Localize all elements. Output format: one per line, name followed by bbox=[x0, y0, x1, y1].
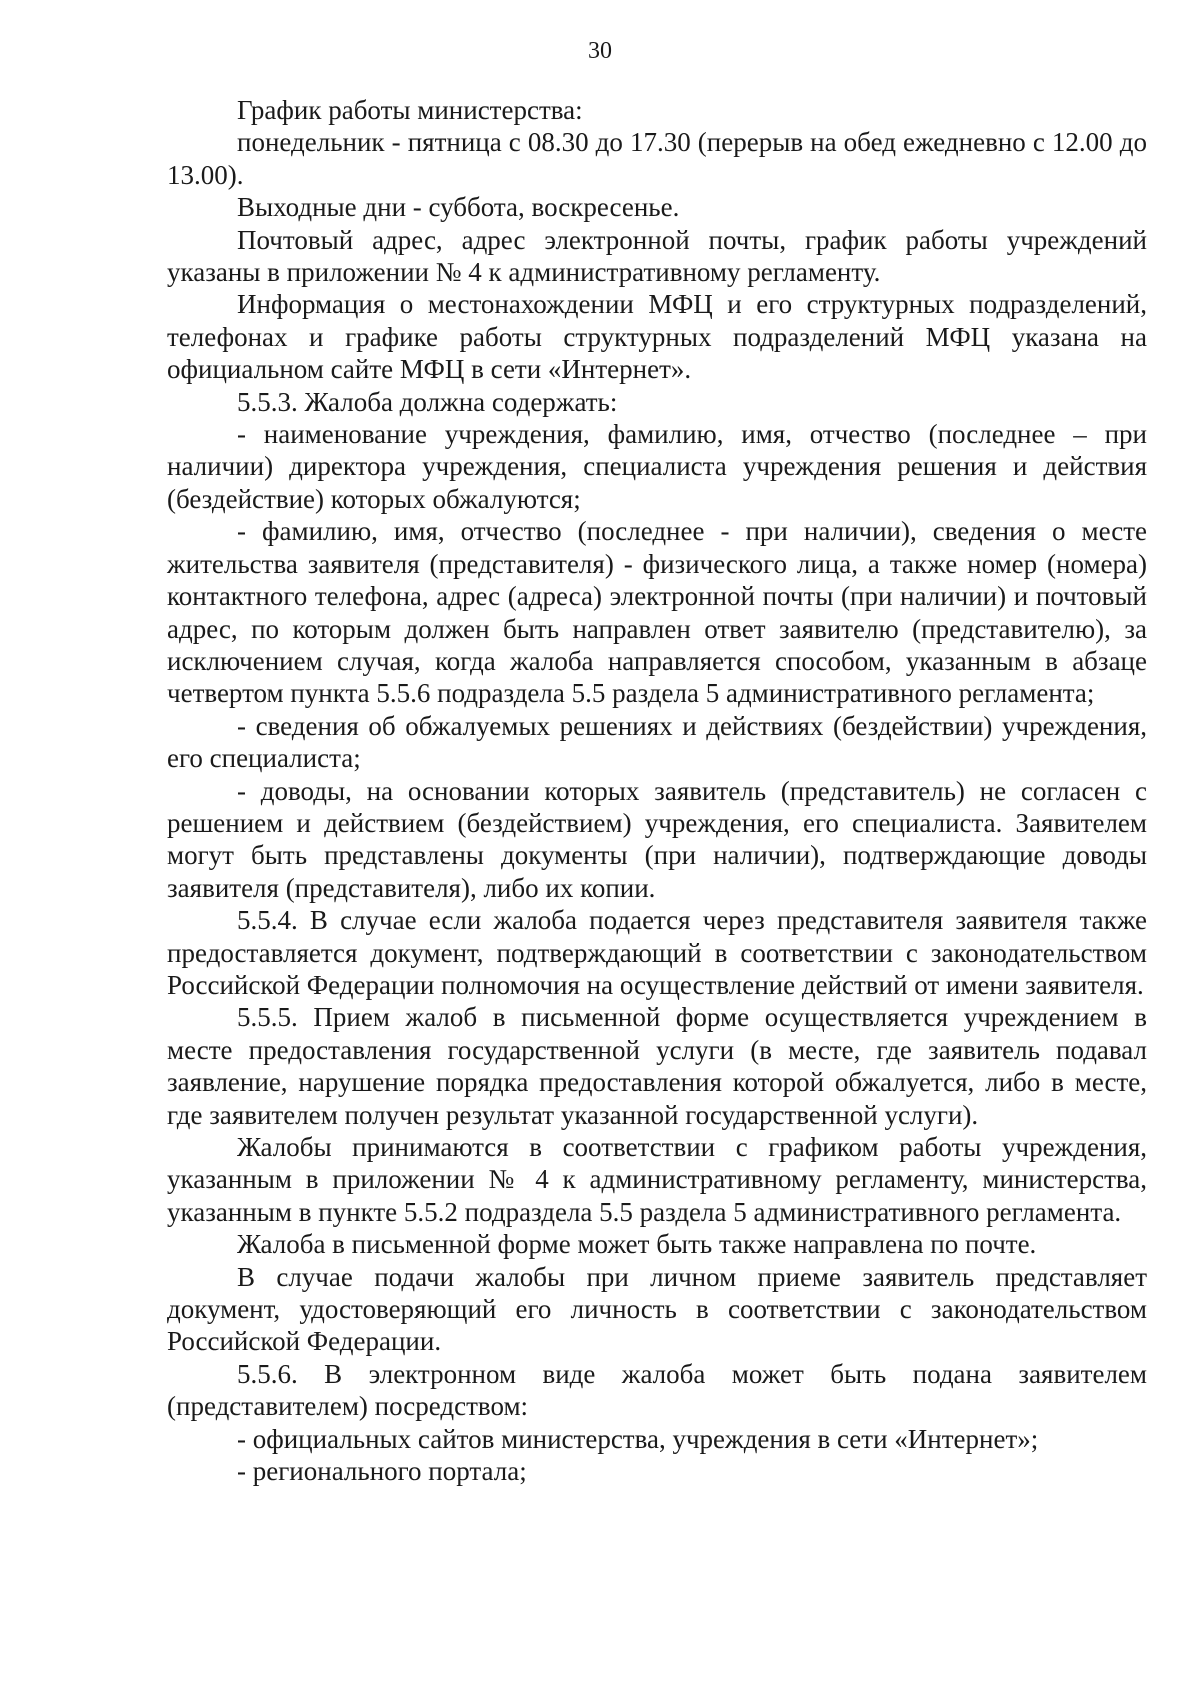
paragraph-by-mail: Жалоба в письменной форме может быть также направлена по почте. bbox=[237, 1229, 1037, 1260]
paragraph-arguments-item: - доводы, на основании которых заявитель (представитель) не согласен с решением и действием (бездействием) учреждения, его специалиста. Заявителем могут быть представлены документы (при наличии), подтверждающие доводы заявителя (представителя), либо их копии. bbox=[167, 775, 1147, 903]
paragraph-postal-address: Почтовый адрес, адрес электронной почты, график работы учреждений указаны в приложении № 4 к административному регламенту. bbox=[167, 224, 1147, 288]
paragraph-mfc-info: Информация о местонахождении МФЦ и его структурных подразделений, телефонах и графике работы структурных подразделений МФЦ указана на официальном сайте МФЦ в сети «Интернет». bbox=[167, 289, 1147, 385]
document-body bbox=[167, 94, 1147, 1487]
paragraph-weekday-hours: понедельник - пятница с 08.30 до 17.30 (перерыв на обед ежедневно с 12.00 до 13.00). bbox=[167, 127, 1147, 190]
paragraph-5-5-4: 5.5.4. В случае если жалоба подается через представителя заявителя также предоставляется документ, подтверждающий в соответствии с законодательством Российской Федерации полномочия на осуществление действий от имени заявителя. bbox=[167, 905, 1147, 1000]
page-number: 30 bbox=[588, 38, 612, 64]
paragraph-days-off: Выходные дни - суббота, воскресенье. bbox=[237, 192, 680, 223]
paragraph-regional-portal-item: - регионального портала; bbox=[237, 1456, 527, 1487]
paragraph-complaints-schedule: Жалобы принимаются в соответствии с графиком работы учреждения, указанным в приложении № 4 к административному регламенту, министерства, указанным в пункте 5.5.2 подраздела 5.5 раздела 5 административного регламента. bbox=[167, 1132, 1147, 1227]
paragraph-applicant-details-item: - фамилию, имя, отчество (последнее - при наличии), сведения о месте жительства заявителя (представителя) - физического лица, а также номер (номера) контактного телефона, адрес (адреса) электронной почты (при наличии) и почтовый адрес, по которым должен быть направлен ответ заявителю (представителю), за исключением случая, когда жалоба направляется способом, указанным в абзаце четвертом пункта 5.5.6 подраздела 5.5 раздела 5 административного регламента; bbox=[167, 516, 1147, 709]
paragraph-appealed-decisions-item: - сведения об обжалуемых решениях и действиях (бездействии) учреждения, его специалиста; bbox=[167, 710, 1147, 774]
paragraph-5-5-3-heading: 5.5.3. Жалоба должна содержать: bbox=[237, 386, 618, 417]
paragraph-5-5-6: 5.5.6. В электронном виде жалоба может быть подана заявителем (представителем) посредством: bbox=[167, 1358, 1147, 1422]
paragraph-5-5-5: 5.5.5. Прием жалоб в письменной форме осуществляется учреждением в месте предоставления государственной услуги (в месте, где заявитель подавал заявление, нарушение порядка предоставления которой обжалуется, либо в месте, где заявителем получен результат указанной государственной услуги). bbox=[167, 1002, 1147, 1130]
paragraph-personal-reception: В случае подачи жалобы при личном приеме заявитель представляет документ, удостоверяющий его личность в соответствии с законодательством Российской Федерации. bbox=[167, 1261, 1147, 1357]
paragraph-institution-name-item: - наименование учреждения, фамилию, имя, отчество (последнее – при наличии) директора учреждения, специалиста учреждения решения и действия (бездействие) которых обжалуются; bbox=[167, 419, 1147, 514]
paragraph-schedule-heading: График работы министерства: bbox=[237, 95, 583, 125]
paragraph-official-sites-item: - официальных сайтов министерства, учреждения в сети «Интернет»; bbox=[237, 1423, 1039, 1454]
